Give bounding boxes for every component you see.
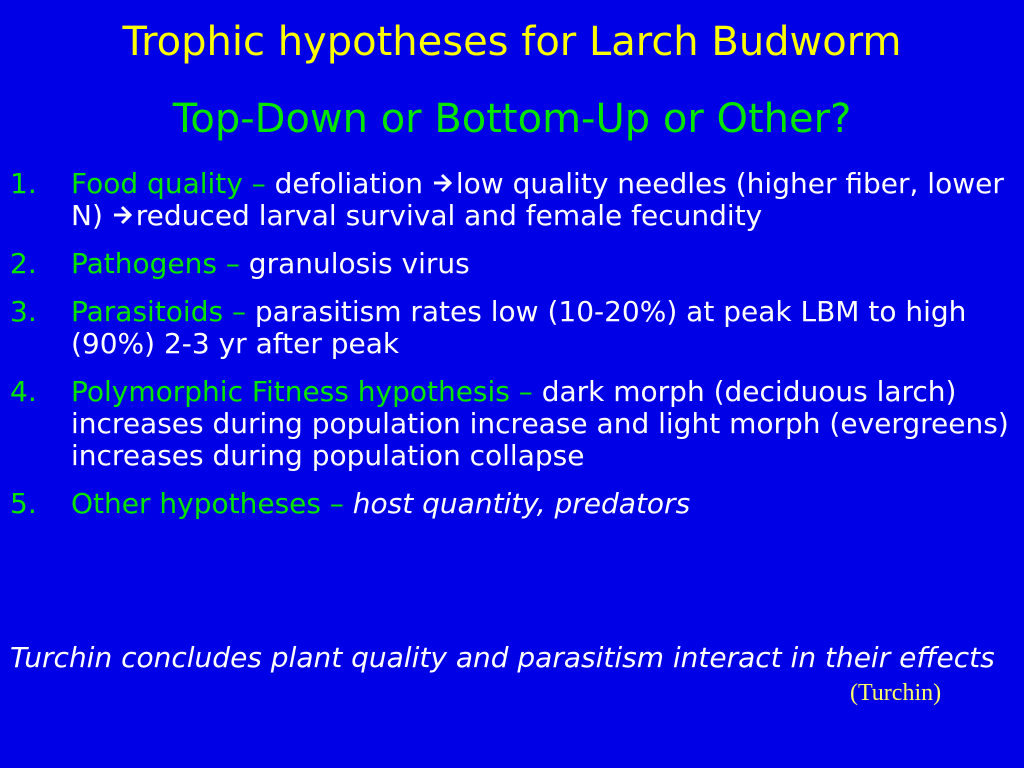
list-number: 4.: [10, 375, 37, 408]
item-description-part: reduced larval survival and female fecundity: [135, 199, 763, 232]
list-item-parasitoids: [10, 296, 1014, 360]
list-item-pathogens: [10, 248, 1014, 280]
hypotheses-list: [10, 168, 1014, 536]
item-dash: –: [216, 247, 249, 280]
item-term: Polymorphic Fitness hypothesis: [71, 375, 510, 408]
item-dash: –: [242, 167, 275, 200]
conclusion-text: Turchin concludes plant quality and parasitism interact in their effects: [10, 641, 995, 674]
list-item-polymorphic-fitness: [10, 376, 1014, 472]
item-term: Other hypotheses: [71, 487, 321, 520]
slide-title: Trophic hypotheses for Larch Budworm: [122, 19, 902, 65]
item-dash: –: [320, 487, 353, 520]
item-description: host quantity, predators: [352, 487, 691, 520]
list-item-other-hypotheses: [10, 488, 1014, 520]
list-item-food-quality: [10, 168, 1014, 232]
list-number: 1.: [10, 167, 37, 200]
item-dash: –: [509, 375, 542, 408]
list-number: 2.: [10, 247, 37, 280]
item-description-part: low quality needles (higher fiber, lower N): [71, 167, 1004, 232]
item-description-part: defoliation: [274, 167, 432, 200]
item-description: parasitism rates low (10-20%) at peak LBM to high (90%) 2-3 yr after peak: [71, 295, 967, 360]
list-number: 3.: [10, 295, 37, 328]
item-term: Pathogens: [71, 247, 217, 280]
slide-subtitle: Top-Down or Bottom-Up or Other?: [172, 96, 852, 142]
item-description: granulosis virus: [248, 247, 470, 280]
item-dash: –: [223, 295, 255, 328]
item-term: Parasitoids: [71, 295, 224, 328]
right-arrow-icon: [432, 172, 454, 194]
citation: (Turchin): [850, 680, 942, 706]
item-description: dark morph (deciduous larch) increases during population increase and light morph (evergreens) increases during population collapse: [71, 375, 1009, 472]
list-number: 5.: [10, 487, 37, 520]
item-term: Food quality: [71, 167, 243, 200]
right-arrow-icon: [112, 204, 134, 226]
